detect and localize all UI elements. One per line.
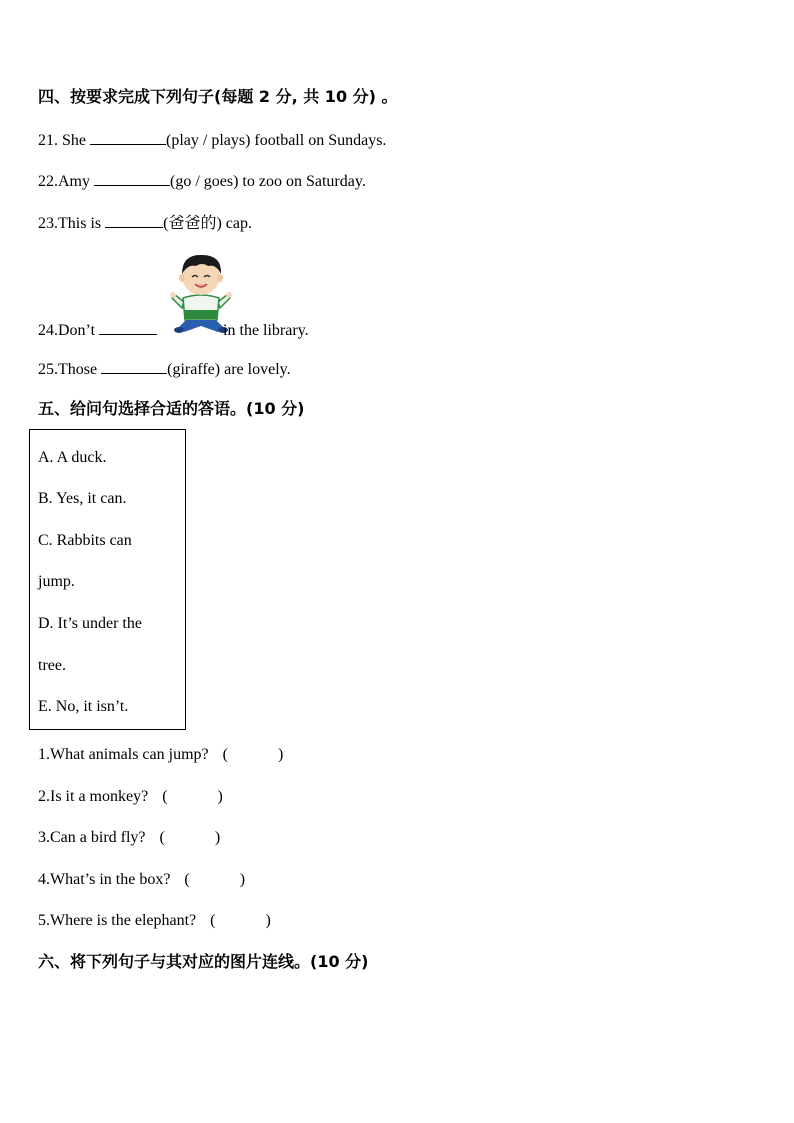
q25-prefix: Those (58, 361, 98, 378)
mq3-close-paren: ) (214, 829, 221, 846)
mq3-text: 3.Can a bird fly? (38, 829, 146, 846)
boy-right-ear (217, 274, 223, 282)
q21-prefix: She (62, 132, 86, 149)
mq2-close-paren: ) (217, 788, 223, 805)
q21-answer-blank[interactable] (90, 130, 166, 145)
mq2-open-paren: ( (162, 788, 168, 805)
question-22 (38, 171, 366, 192)
section5-heading: 五、给问句选择合适的答语。(10 分) (38, 399, 305, 418)
option-b: B. Yes, it can. (38, 490, 127, 507)
mq3-open-paren: ( (159, 829, 165, 846)
mq1-close-paren: ) (277, 746, 284, 763)
q25-suffix: (giraffe) are lovely. (167, 361, 291, 378)
match-question-3 (38, 828, 220, 848)
q24-number: 24. (38, 322, 58, 339)
answer-options-box (29, 429, 186, 730)
option-d-continued: tree. (38, 657, 66, 674)
q25-answer-blank[interactable] (101, 359, 167, 374)
match-question-4 (38, 870, 245, 890)
q24-prefix: Don’t (58, 322, 96, 339)
match-question-2 (38, 787, 223, 807)
question-24 (38, 320, 309, 341)
q22-number: 22. (38, 173, 58, 190)
mq4-open-paren: ( (184, 871, 190, 888)
mq5-close-paren: ) (265, 912, 271, 929)
mq5-open-paren: ( (210, 912, 216, 929)
boy-left-hand (170, 292, 176, 298)
q22-answer-blank[interactable] (94, 171, 170, 186)
option-d: D. It’s under the (38, 615, 142, 632)
section4-heading: 四、按要求完成下列句子(每题 2 分, 共 10 分) 。 (38, 87, 398, 106)
q23-answer-blank[interactable] (105, 213, 163, 228)
q21-number: 21. (38, 132, 58, 149)
option-c-continued: jump. (38, 573, 75, 590)
mq1-text: 1.What animals can jump? (38, 746, 209, 763)
mq2-text: 2.Is it a monkey? (38, 788, 149, 805)
option-e: E. No, it isn’t. (38, 698, 129, 715)
section6-heading: 六、将下列句子与其对应的图片连线。(10 分) (38, 952, 369, 971)
q24-suffix: in the library. (223, 322, 309, 339)
q23-prefix: This is (58, 215, 102, 232)
boy-shirt-stripe (185, 310, 217, 319)
q21-suffix: (play / plays) football on Sundays. (166, 132, 387, 149)
mq1-open-paren: ( (222, 746, 228, 763)
q24-answer-blank[interactable] (99, 320, 157, 335)
mq4-text: 4.What’s in the box? (38, 871, 171, 888)
mq4-close-paren: ) (239, 871, 246, 888)
question-21 (38, 130, 386, 151)
q25-number: 25. (38, 361, 58, 378)
boy-right-hand (226, 292, 232, 298)
q23-suffix: (爸爸的) cap. (163, 215, 252, 232)
option-c: C. Rabbits can (38, 532, 132, 549)
question-25 (38, 359, 291, 380)
match-question-1 (38, 745, 283, 765)
q22-suffix: (go / goes) to zoo on Saturday. (170, 173, 366, 190)
q23-number: 23. (38, 215, 58, 232)
question-23 (38, 213, 252, 234)
q22-prefix: Amy (58, 173, 90, 190)
option-a: A. A duck. (38, 449, 107, 466)
match-question-5 (38, 911, 271, 931)
boy-left-ear (179, 274, 185, 282)
mq5-text: 5.Where is the elephant? (38, 912, 197, 929)
